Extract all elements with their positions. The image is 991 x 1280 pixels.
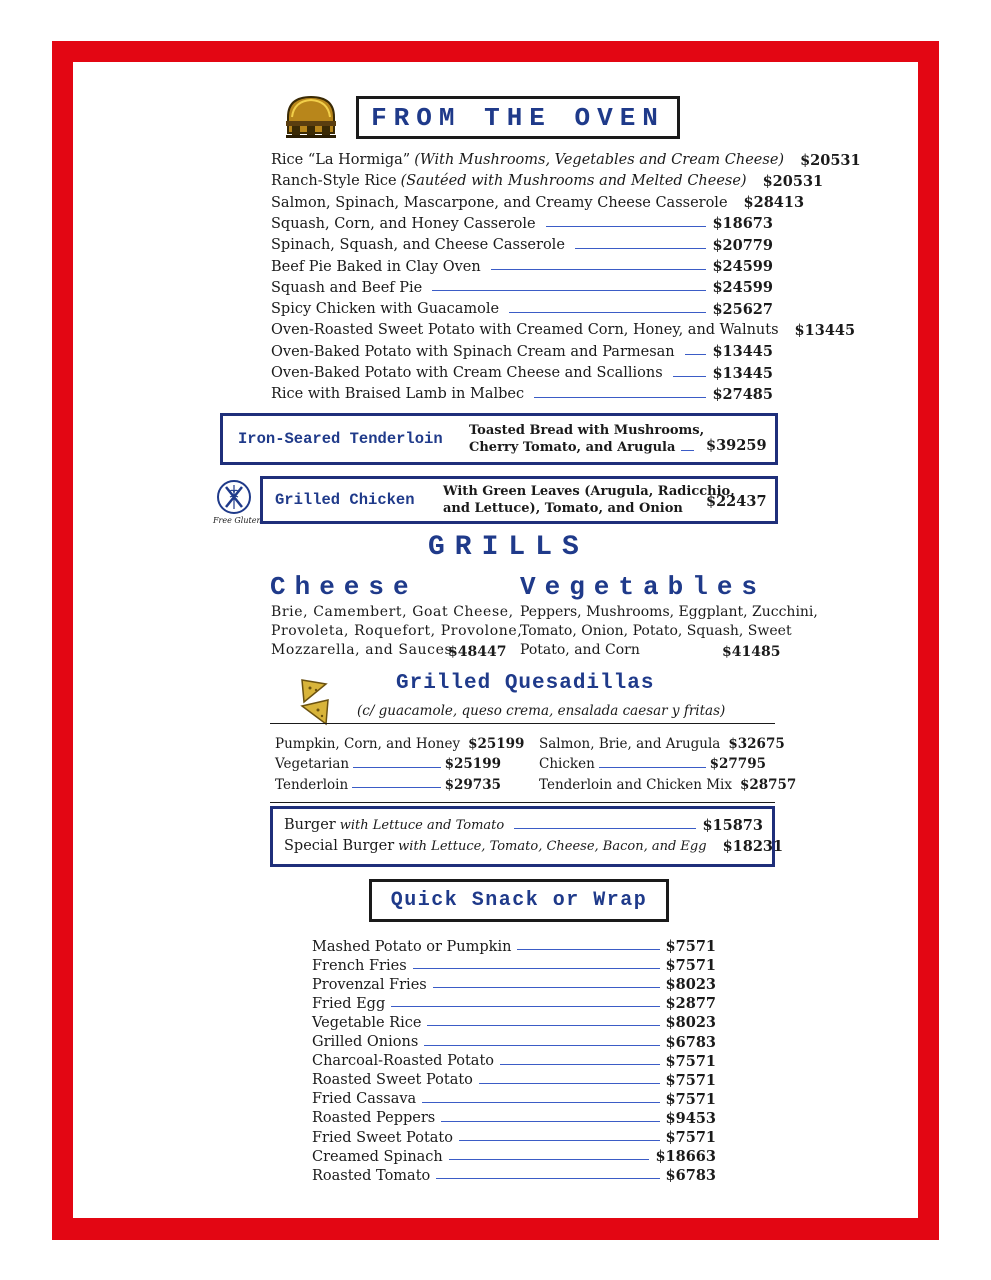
snack-item (312, 1033, 716, 1052)
item-name: Tenderloin (275, 776, 349, 793)
leader-line (413, 968, 660, 969)
quesadilla-item (539, 734, 785, 753)
leader-line (575, 248, 707, 249)
leader-line (599, 767, 706, 768)
item-desc: with Lettuce and Tomato (339, 817, 505, 833)
item-name: Oven-Baked Potato with Cream Cheese and Scallions (271, 365, 663, 381)
item-name: Oven-Baked Potato with Spinach Cream and Parmesan (271, 343, 675, 360)
item-name: Pumpkin, Corn, and Honey (275, 735, 461, 752)
quesadillas-divider (270, 802, 775, 803)
snack-item (312, 1128, 716, 1147)
leader-line (449, 1159, 650, 1160)
oven-menu-item (271, 363, 773, 383)
snack-item (312, 1147, 716, 1166)
cheese-desc-line: Mozzarella, and Sauces (271, 642, 453, 658)
item-price: $9453 (665, 1109, 716, 1127)
item-name: Salmon, Spinach, Mascarpone, and Creamy Cheese Casserole (271, 194, 728, 211)
leader-line (433, 987, 660, 988)
leader-line (509, 312, 706, 313)
leader-line (441, 1121, 659, 1122)
item-price: $20779 (712, 236, 773, 254)
item-name: Fried Egg (312, 995, 386, 1012)
snack-item (312, 975, 716, 994)
leader-line (534, 397, 706, 398)
vegetables-title: Vegetables (520, 572, 767, 602)
vegetables-desc-line: Tomato, Onion, Potato, Squash, Sweet (520, 623, 792, 639)
quesadilla-item (539, 775, 797, 794)
item-desc: (Sautéed with Mushrooms and Melted Cheese) (400, 173, 747, 190)
special-price: $39259 (706, 437, 767, 454)
leader-line (422, 1102, 659, 1103)
snack-item (312, 1090, 716, 1109)
item-price: $7571 (665, 1129, 716, 1146)
burger-item (284, 836, 784, 856)
grills-title: GRILLS (428, 532, 589, 563)
item-name: Rice with Braised Lamb in Malbec (271, 386, 525, 403)
item-name: Mashed Potato or Pumpkin (312, 938, 512, 955)
special-desc-line: With Green Leaves (Arugula, Radicchio, (443, 484, 735, 499)
quesadilla-item (275, 734, 525, 753)
leader-line (352, 787, 440, 788)
leader-line (673, 376, 707, 377)
item-price: $13445 (712, 343, 773, 361)
snacks-title-box (369, 879, 669, 922)
oven-section-title-box (356, 96, 680, 139)
oven-menu-item (271, 257, 773, 277)
oven-menu-item (271, 193, 805, 213)
item-price: $20531 (800, 151, 861, 169)
item-price: $29735 (444, 776, 501, 793)
item-name: Roasted Sweet Potato (312, 1072, 473, 1089)
gluten-free-icon (216, 479, 252, 515)
item-desc: with Lettuce, Tomato, Cheese, Bacon, and Egg (398, 838, 707, 854)
item-price: $25627 (712, 300, 773, 318)
oven-section-title: FROM THE OVEN (371, 102, 665, 133)
vegetables-price: $41485 (722, 644, 781, 660)
item-desc: (With Mushrooms, Vegetables and Cream Cheese) (414, 152, 785, 168)
item-name: Provenzal Fries (312, 976, 427, 993)
item-name: Roasted Peppers (312, 1110, 436, 1127)
oven-menu-item (271, 214, 773, 234)
item-name: Squash, Corn, and Honey Casserole (271, 215, 536, 232)
oven-menu-item (271, 150, 861, 170)
oven-menu-item (271, 384, 773, 404)
snack-item (312, 994, 716, 1013)
quesadillas-title: Grilled Quesadillas (396, 672, 655, 695)
item-price: $7571 (665, 1071, 716, 1089)
item-name: Fried Sweet Potato (312, 1129, 453, 1146)
vegetables-desc-line: Peppers, Mushrooms, Eggplant, Zucchini, (520, 604, 818, 620)
special-desc-line: and Lettuce), Tomato, and Onion (443, 501, 683, 516)
oven-menu-item (271, 299, 773, 319)
leader-line (391, 1006, 659, 1007)
leader-line (432, 290, 706, 291)
leader-line (459, 1140, 660, 1141)
item-price: $28757 (739, 776, 797, 793)
item-price: $18673 (712, 215, 773, 233)
cheese-desc-line: Provoleta, Roquefort, Provolone, (271, 623, 523, 639)
vegetables-desc-line: Potato, and Corn (520, 642, 640, 658)
item-price: $13445 (794, 321, 856, 339)
item-name: Oven-Roasted Sweet Potato with Creamed Corn, Honey, and Walnuts (271, 322, 779, 339)
item-price: $24599 (712, 279, 773, 297)
quesadilla-item (539, 755, 766, 774)
gluten-free-badge: Free Gluten (213, 516, 262, 525)
leader-line (479, 1083, 660, 1084)
cheese-title: Cheese (270, 572, 418, 602)
item-price: $8023 (665, 976, 716, 994)
item-name: Grilled Onions (312, 1034, 419, 1050)
item-price: $13445 (712, 364, 773, 382)
item-name: Beef Pie Baked in Clay Oven (271, 258, 481, 275)
item-price: $18663 (655, 1148, 716, 1166)
item-name: Spinach, Squash, and Cheese Casserole (271, 237, 565, 254)
leader-line (491, 269, 707, 270)
item-price: $25199 (444, 756, 501, 772)
item-price: $2877 (665, 995, 716, 1013)
oven-menu-item (271, 171, 824, 191)
oven-menu-item (271, 320, 856, 340)
item-price: $18231 (722, 837, 784, 855)
item-name: Spicy Chicken with Guacamole (271, 301, 500, 318)
item-name: Ranch-Style Rice (271, 173, 397, 190)
special-label: Grilled Chicken (275, 491, 415, 509)
item-price: $6783 (665, 1167, 716, 1185)
special-price: $22437 (706, 493, 767, 510)
oven-menu-item (271, 278, 773, 298)
item-name: Rice “La Hormiga” (271, 152, 411, 168)
item-name: Vegetable Rice (312, 1014, 422, 1031)
item-price: $28413 (743, 194, 805, 212)
oven-menu-item (271, 235, 773, 255)
item-name: Squash and Beef Pie (271, 279, 423, 296)
item-price: $7571 (665, 1052, 716, 1070)
leader-line (436, 1178, 659, 1179)
quesadilla-icon (296, 676, 334, 728)
item-name: Vegetarian (275, 756, 350, 772)
item-price: $15873 (702, 816, 763, 834)
leader-line (685, 354, 707, 355)
item-price: $7571 (665, 938, 716, 955)
snack-item (312, 1166, 716, 1185)
quesadillas-subtitle: (c/ guacamole, queso crema, ensalada caesar y fritas) (357, 703, 726, 719)
item-price: $6783 (665, 1033, 716, 1051)
item-name: Creamed Spinach (312, 1148, 443, 1165)
item-name: Roasted Tomato (312, 1167, 431, 1184)
item-price: $7571 (665, 1090, 716, 1108)
leader-line (517, 949, 659, 950)
item-price: $27485 (712, 385, 773, 403)
item-name: Special Burger (284, 838, 395, 854)
burger-item (284, 815, 763, 835)
leader-line (500, 1064, 660, 1065)
item-name: Charcoal-Roasted Potato (312, 1053, 495, 1070)
item-price: $8023 (665, 1014, 716, 1032)
clay-oven-icon (284, 95, 338, 139)
item-price: $27795 (709, 756, 766, 772)
quesadilla-item (275, 755, 501, 774)
snack-item (312, 1013, 716, 1032)
item-price: $24599 (712, 258, 773, 275)
item-price: $25199 (468, 735, 525, 752)
leader-line (353, 767, 441, 768)
item-name: Fried Cassava (312, 1091, 417, 1108)
item-name: French Fries (312, 957, 407, 974)
snack-item (312, 1071, 716, 1090)
special-desc-line: Cherry Tomato, and Arugula (469, 440, 676, 455)
cheese-desc-line: Brie, Camembert, Goat Cheese, (271, 604, 514, 620)
item-name: Salmon, Brie, and Arugula (539, 735, 721, 752)
special-desc-line: Toasted Bread with Mushrooms, (469, 423, 705, 438)
leader-line (514, 828, 696, 829)
item-price: $20531 (762, 172, 824, 190)
item-price: $7571 (665, 957, 716, 975)
leader-line (424, 1045, 659, 1046)
snack-item (312, 1052, 716, 1071)
item-name: Burger (284, 817, 336, 833)
quesadilla-item (275, 775, 501, 794)
cheese-price: $48447 (448, 644, 507, 660)
item-name: Tenderloin and Chicken Mix (539, 776, 732, 793)
special-label: Iron-Seared Tenderloin (238, 430, 443, 448)
quesadillas-divider (270, 723, 775, 724)
snack-item (312, 1109, 716, 1128)
snacks-title: Quick Snack or Wrap (390, 889, 648, 912)
snack-item (312, 956, 716, 975)
leader-line (427, 1025, 659, 1026)
leader-line (546, 226, 707, 227)
snack-item (312, 937, 716, 956)
item-price: $32675 (728, 735, 785, 752)
oven-menu-item (271, 342, 773, 362)
item-name: Chicken (539, 756, 595, 772)
